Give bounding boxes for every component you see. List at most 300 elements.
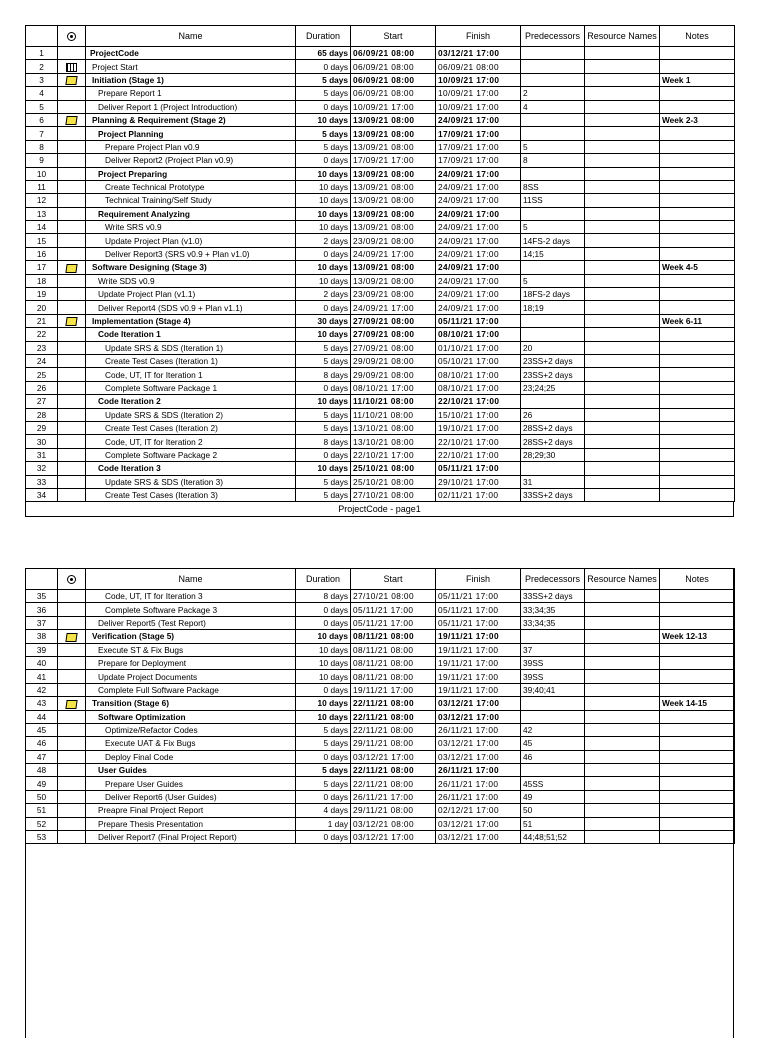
duration-cell[interactable]: 1 day [296, 817, 351, 830]
notes-cell[interactable] [660, 643, 735, 656]
start-date-cell[interactable]: 06/09/21 08:00 [351, 87, 436, 100]
finish-date-cell[interactable]: 24/09/21 17:00 [436, 234, 521, 247]
resource-names-cell[interactable] [585, 180, 660, 193]
finish-date-cell[interactable]: 05/11/21 17:00 [436, 314, 521, 327]
predecessors-cell[interactable]: 28SS+2 days [521, 421, 585, 434]
indicator-cell[interactable] [58, 127, 86, 140]
task-name-cell[interactable]: Update Project Plan (v1.1) [86, 288, 296, 301]
start-date-cell[interactable]: 25/10/21 08:00 [351, 475, 436, 488]
finish-date-cell[interactable]: 19/11/21 17:00 [436, 656, 521, 669]
finish-date-cell[interactable]: 03/12/21 17:00 [436, 697, 521, 710]
duration-cell[interactable]: 0 days [296, 683, 351, 696]
table-row[interactable] [26, 670, 735, 683]
note-icon[interactable] [65, 700, 77, 709]
finish-date-cell[interactable]: 08/10/21 17:00 [436, 368, 521, 381]
indicator-cell[interactable] [58, 790, 86, 803]
column-header-indicators[interactable] [58, 569, 86, 590]
table-row[interactable] [26, 723, 735, 736]
indicator-cell[interactable] [58, 328, 86, 341]
table-row[interactable] [26, 831, 735, 844]
indicator-cell[interactable] [58, 590, 86, 603]
indicator-cell[interactable] [58, 723, 86, 736]
table-row[interactable] [26, 368, 735, 381]
finish-date-cell[interactable]: 24/09/21 17:00 [436, 113, 521, 126]
resource-names-cell[interactable] [585, 764, 660, 777]
indicator-cell[interactable] [58, 113, 86, 126]
task-name-cell[interactable]: Code, UT, IT for Iteration 1 [86, 368, 296, 381]
start-date-cell[interactable]: 13/09/21 08:00 [351, 113, 436, 126]
duration-cell[interactable]: 5 days [296, 488, 351, 501]
resource-names-cell[interactable] [585, 395, 660, 408]
duration-cell[interactable]: 8 days [296, 435, 351, 448]
finish-date-cell[interactable]: 22/10/21 17:00 [436, 435, 521, 448]
resource-names-cell[interactable] [585, 817, 660, 830]
resource-names-cell[interactable] [585, 656, 660, 669]
predecessors-cell[interactable]: 33;34;35 [521, 616, 585, 629]
notes-cell[interactable] [660, 194, 735, 207]
resource-names-cell[interactable] [585, 421, 660, 434]
resource-names-cell[interactable] [585, 831, 660, 844]
predecessors-cell[interactable]: 50 [521, 804, 585, 817]
task-id-cell[interactable]: 1 [26, 47, 58, 60]
predecessors-cell[interactable]: 51 [521, 817, 585, 830]
task-id-cell[interactable]: 18 [26, 274, 58, 287]
task-name-cell[interactable]: Create Technical Prototype [86, 180, 296, 193]
resource-names-cell[interactable] [585, 127, 660, 140]
task-id-cell[interactable]: 9 [26, 154, 58, 167]
start-date-cell[interactable]: 13/09/21 08:00 [351, 274, 436, 287]
finish-date-cell[interactable]: 24/09/21 17:00 [436, 274, 521, 287]
resource-names-cell[interactable] [585, 87, 660, 100]
task-name-cell[interactable]: Project Start [86, 60, 296, 73]
task-name-cell[interactable]: Deliver Report7 (Final Project Report) [86, 831, 296, 844]
duration-cell[interactable]: 10 days [296, 113, 351, 126]
task-name-cell[interactable]: Optimize/Refactor Codes [86, 723, 296, 736]
indicator-cell[interactable] [58, 462, 86, 475]
predecessors-cell[interactable]: 18FS-2 days [521, 288, 585, 301]
resource-names-cell[interactable] [585, 777, 660, 790]
task-id-cell[interactable]: 37 [26, 616, 58, 629]
finish-date-cell[interactable]: 24/09/21 17:00 [436, 247, 521, 260]
start-date-cell[interactable]: 11/10/21 08:00 [351, 395, 436, 408]
predecessors-cell[interactable]: 26 [521, 408, 585, 421]
task-id-cell[interactable]: 25 [26, 368, 58, 381]
resource-names-cell[interactable] [585, 381, 660, 394]
task-id-cell[interactable]: 5 [26, 100, 58, 113]
notes-cell[interactable] [660, 47, 735, 60]
indicator-cell[interactable] [58, 764, 86, 777]
task-name-cell[interactable]: Update SRS & SDS (Iteration 3) [86, 475, 296, 488]
indicator-cell[interactable] [58, 408, 86, 421]
notes-cell[interactable] [660, 475, 735, 488]
indicator-cell[interactable] [58, 656, 86, 669]
predecessors-cell[interactable]: 33SS+2 days [521, 590, 585, 603]
task-id-cell[interactable]: 28 [26, 408, 58, 421]
notes-cell[interactable] [660, 817, 735, 830]
resource-names-cell[interactable] [585, 274, 660, 287]
task-id-cell[interactable]: 13 [26, 207, 58, 220]
finish-date-cell[interactable]: 03/12/21 17:00 [436, 817, 521, 830]
task-id-cell[interactable]: 35 [26, 590, 58, 603]
duration-cell[interactable]: 10 days [296, 395, 351, 408]
resource-names-cell[interactable] [585, 697, 660, 710]
notes-cell[interactable]: Week 4-5 [660, 261, 735, 274]
resource-names-cell[interactable] [585, 221, 660, 234]
start-date-cell[interactable]: 06/09/21 08:00 [351, 60, 436, 73]
predecessors-cell[interactable]: 5 [521, 274, 585, 287]
column-header-finish[interactable]: Finish [436, 26, 521, 47]
task-name-cell[interactable]: Deliver Report4 (SDS v0.9 + Plan v1.1) [86, 301, 296, 314]
notes-cell[interactable] [660, 790, 735, 803]
duration-cell[interactable]: 30 days [296, 314, 351, 327]
task-id-cell[interactable]: 14 [26, 221, 58, 234]
duration-cell[interactable]: 10 days [296, 194, 351, 207]
resource-names-cell[interactable] [585, 462, 660, 475]
resource-names-cell[interactable] [585, 234, 660, 247]
task-name-cell[interactable]: Code Iteration 1 [86, 328, 296, 341]
start-date-cell[interactable]: 13/09/21 08:00 [351, 221, 436, 234]
resource-names-cell[interactable] [585, 435, 660, 448]
start-date-cell[interactable]: 29/11/21 08:00 [351, 737, 436, 750]
notes-cell[interactable]: Week 1 [660, 73, 735, 86]
indicator-cell[interactable] [58, 341, 86, 354]
notes-cell[interactable] [660, 488, 735, 501]
task-name-cell[interactable]: Create Test Cases (Iteration 2) [86, 421, 296, 434]
notes-cell[interactable] [660, 462, 735, 475]
indicator-cell[interactable] [58, 643, 86, 656]
notes-cell[interactable] [660, 764, 735, 777]
indicator-cell[interactable] [58, 683, 86, 696]
resource-names-cell[interactable] [585, 314, 660, 327]
indicator-cell[interactable] [58, 274, 86, 287]
duration-cell[interactable]: 10 days [296, 656, 351, 669]
start-date-cell[interactable]: 03/12/21 17:00 [351, 750, 436, 763]
column-header-start[interactable]: Start [351, 569, 436, 590]
start-date-cell[interactable]: 25/10/21 08:00 [351, 462, 436, 475]
predecessors-cell[interactable]: 8 [521, 154, 585, 167]
start-date-cell[interactable]: 13/09/21 08:00 [351, 167, 436, 180]
duration-cell[interactable]: 5 days [296, 723, 351, 736]
duration-cell[interactable]: 0 days [296, 616, 351, 629]
predecessors-cell[interactable] [521, 710, 585, 723]
resource-names-cell[interactable] [585, 247, 660, 260]
table-row[interactable] [26, 180, 735, 193]
duration-cell[interactable]: 0 days [296, 301, 351, 314]
column-header-name[interactable]: Name [86, 569, 296, 590]
table-row[interactable] [26, 817, 735, 830]
indicator-cell[interactable] [58, 73, 86, 86]
column-header-finish[interactable]: Finish [436, 569, 521, 590]
resource-names-cell[interactable] [585, 475, 660, 488]
indicator-cell[interactable] [58, 247, 86, 260]
duration-cell[interactable]: 0 days [296, 100, 351, 113]
duration-cell[interactable]: 2 days [296, 288, 351, 301]
finish-date-cell[interactable]: 19/11/21 17:00 [436, 683, 521, 696]
indicator-cell[interactable] [58, 817, 86, 830]
notes-cell[interactable] [660, 804, 735, 817]
finish-date-cell[interactable]: 24/09/21 17:00 [436, 301, 521, 314]
predecessors-cell[interactable]: 31 [521, 475, 585, 488]
table-row[interactable] [26, 643, 735, 656]
task-name-cell[interactable]: Project Preparing [86, 167, 296, 180]
task-id-cell[interactable]: 34 [26, 488, 58, 501]
task-name-cell[interactable]: Complete Software Package 1 [86, 381, 296, 394]
predecessors-cell[interactable] [521, 127, 585, 140]
predecessors-cell[interactable]: 14;15 [521, 247, 585, 260]
finish-date-cell[interactable]: 26/11/21 17:00 [436, 777, 521, 790]
table-row[interactable] [26, 737, 735, 750]
notes-cell[interactable] [660, 274, 735, 287]
predecessors-cell[interactable] [521, 47, 585, 60]
notes-cell[interactable] [660, 154, 735, 167]
notes-cell[interactable]: Week 6-11 [660, 314, 735, 327]
start-date-cell[interactable]: 22/11/21 08:00 [351, 710, 436, 723]
resource-names-cell[interactable] [585, 288, 660, 301]
resource-names-cell[interactable] [585, 448, 660, 461]
column-header-resource-names[interactable]: Resource Names [585, 26, 660, 47]
task-name-cell[interactable]: Project Planning [86, 127, 296, 140]
duration-cell[interactable]: 5 days [296, 764, 351, 777]
resource-names-cell[interactable] [585, 194, 660, 207]
table-row[interactable] [26, 328, 735, 341]
note-icon[interactable] [65, 317, 77, 326]
notes-cell[interactable] [660, 381, 735, 394]
task-name-cell[interactable]: Deliver Report5 (Test Report) [86, 616, 296, 629]
finish-date-cell[interactable]: 03/12/21 17:00 [436, 831, 521, 844]
notes-cell[interactable] [660, 234, 735, 247]
notes-cell[interactable] [660, 408, 735, 421]
task-name-cell[interactable]: Code, UT, IT for Iteration 3 [86, 590, 296, 603]
column-header-predecessors[interactable]: Predecessors [521, 569, 585, 590]
predecessors-cell[interactable]: 8SS [521, 180, 585, 193]
table-row[interactable] [26, 710, 735, 723]
task-name-cell[interactable]: Prepare Report 1 [86, 87, 296, 100]
task-name-cell[interactable]: Deliver Report6 (User Guides) [86, 790, 296, 803]
task-id-cell[interactable]: 38 [26, 630, 58, 643]
task-name-cell[interactable]: Deliver Report3 (SRS v0.9 + Plan v1.0) [86, 247, 296, 260]
task-id-cell[interactable]: 31 [26, 448, 58, 461]
start-date-cell[interactable]: 19/11/21 17:00 [351, 683, 436, 696]
finish-date-cell[interactable]: 24/09/21 17:00 [436, 180, 521, 193]
start-date-cell[interactable]: 06/09/21 08:00 [351, 47, 436, 60]
resource-names-cell[interactable] [585, 737, 660, 750]
notes-cell[interactable] [660, 395, 735, 408]
resource-names-cell[interactable] [585, 261, 660, 274]
duration-cell[interactable]: 10 days [296, 328, 351, 341]
duration-cell[interactable]: 5 days [296, 140, 351, 153]
notes-cell[interactable] [660, 616, 735, 629]
notes-cell[interactable] [660, 750, 735, 763]
start-date-cell[interactable]: 13/09/21 08:00 [351, 140, 436, 153]
notes-cell[interactable] [660, 167, 735, 180]
table-row[interactable] [26, 127, 735, 140]
duration-cell[interactable]: 0 days [296, 603, 351, 616]
indicator-cell[interactable] [58, 616, 86, 629]
duration-cell[interactable]: 10 days [296, 630, 351, 643]
task-name-cell[interactable]: Complete Full Software Package [86, 683, 296, 696]
notes-cell[interactable]: Week 12-13 [660, 630, 735, 643]
table-row[interactable] [26, 435, 735, 448]
start-date-cell[interactable]: 27/10/21 08:00 [351, 590, 436, 603]
notes-cell[interactable] [660, 207, 735, 220]
task-name-cell[interactable]: Write SDS v0.9 [86, 274, 296, 287]
indicator-cell[interactable] [58, 167, 86, 180]
notes-cell[interactable] [660, 435, 735, 448]
finish-date-cell[interactable]: 19/11/21 17:00 [436, 643, 521, 656]
duration-cell[interactable]: 5 days [296, 777, 351, 790]
indicator-cell[interactable] [58, 234, 86, 247]
start-date-cell[interactable]: 08/11/21 08:00 [351, 630, 436, 643]
task-name-cell[interactable]: ProjectCode [86, 47, 296, 60]
duration-cell[interactable]: 10 days [296, 274, 351, 287]
indicator-cell[interactable] [58, 750, 86, 763]
notes-cell[interactable] [660, 723, 735, 736]
task-id-cell[interactable]: 3 [26, 73, 58, 86]
start-date-cell[interactable]: 23/09/21 08:00 [351, 288, 436, 301]
task-name-cell[interactable]: Prepare Project Plan v0.9 [86, 140, 296, 153]
duration-cell[interactable]: 10 days [296, 710, 351, 723]
start-date-cell[interactable]: 22/11/21 08:00 [351, 723, 436, 736]
task-name-cell[interactable]: Complete Software Package 3 [86, 603, 296, 616]
resource-names-cell[interactable] [585, 328, 660, 341]
table-row[interactable] [26, 261, 735, 274]
table-row[interactable] [26, 60, 735, 73]
resource-names-cell[interactable] [585, 616, 660, 629]
column-header-notes[interactable]: Notes [660, 26, 735, 47]
start-date-cell[interactable]: 23/09/21 08:00 [351, 234, 436, 247]
start-date-cell[interactable]: 08/11/21 08:00 [351, 670, 436, 683]
resource-names-cell[interactable] [585, 47, 660, 60]
task-name-cell[interactable]: Technical Training/Self Study [86, 194, 296, 207]
finish-date-cell[interactable]: 26/11/21 17:00 [436, 723, 521, 736]
indicator-cell[interactable] [58, 207, 86, 220]
predecessors-cell[interactable]: 18;19 [521, 301, 585, 314]
finish-date-cell[interactable]: 05/11/21 17:00 [436, 462, 521, 475]
task-id-cell[interactable]: 21 [26, 314, 58, 327]
indicator-cell[interactable] [58, 261, 86, 274]
task-id-cell[interactable]: 41 [26, 670, 58, 683]
duration-cell[interactable]: 10 days [296, 697, 351, 710]
task-id-cell[interactable]: 16 [26, 247, 58, 260]
task-id-cell[interactable]: 47 [26, 750, 58, 763]
predecessors-cell[interactable]: 23SS+2 days [521, 368, 585, 381]
notes-cell[interactable] [660, 328, 735, 341]
finish-date-cell[interactable]: 17/09/21 17:00 [436, 154, 521, 167]
table-row[interactable] [26, 448, 735, 461]
predecessors-cell[interactable] [521, 113, 585, 126]
finish-date-cell[interactable]: 05/11/21 17:00 [436, 590, 521, 603]
predecessors-cell[interactable]: 23SS+2 days [521, 354, 585, 367]
predecessors-cell[interactable]: 5 [521, 140, 585, 153]
task-id-cell[interactable]: 22 [26, 328, 58, 341]
predecessors-cell[interactable]: 46 [521, 750, 585, 763]
task-name-cell[interactable]: Code Iteration 2 [86, 395, 296, 408]
resource-names-cell[interactable] [585, 60, 660, 73]
table-row[interactable] [26, 274, 735, 287]
task-id-cell[interactable]: 10 [26, 167, 58, 180]
task-id-cell[interactable]: 23 [26, 341, 58, 354]
predecessors-cell[interactable] [521, 328, 585, 341]
indicator-cell[interactable] [58, 194, 86, 207]
predecessors-cell[interactable]: 20 [521, 341, 585, 354]
start-date-cell[interactable]: 08/11/21 08:00 [351, 656, 436, 669]
task-name-cell[interactable]: Update Project Documents [86, 670, 296, 683]
notes-cell[interactable]: Week 14-15 [660, 697, 735, 710]
task-id-cell[interactable]: 19 [26, 288, 58, 301]
duration-cell[interactable]: 5 days [296, 127, 351, 140]
finish-date-cell[interactable]: 02/12/21 17:00 [436, 804, 521, 817]
notes-cell[interactable] [660, 180, 735, 193]
table-row[interactable] [26, 408, 735, 421]
predecessors-cell[interactable]: 39SS [521, 656, 585, 669]
notes-cell[interactable] [660, 354, 735, 367]
table-row[interactable] [26, 630, 735, 643]
task-id-cell[interactable]: 36 [26, 603, 58, 616]
finish-date-cell[interactable]: 26/11/21 17:00 [436, 764, 521, 777]
finish-date-cell[interactable]: 10/09/21 17:00 [436, 87, 521, 100]
indicator-cell[interactable] [58, 804, 86, 817]
table-row[interactable] [26, 750, 735, 763]
start-date-cell[interactable]: 08/10/21 17:00 [351, 381, 436, 394]
table-row[interactable] [26, 154, 735, 167]
table-row[interactable] [26, 354, 735, 367]
resource-names-cell[interactable] [585, 368, 660, 381]
resource-names-cell[interactable] [585, 140, 660, 153]
resource-names-cell[interactable] [585, 590, 660, 603]
task-id-cell[interactable]: 12 [26, 194, 58, 207]
predecessors-cell[interactable]: 28;29;30 [521, 448, 585, 461]
resource-names-cell[interactable] [585, 408, 660, 421]
indicator-cell[interactable] [58, 368, 86, 381]
start-date-cell[interactable]: 27/09/21 08:00 [351, 341, 436, 354]
start-date-cell[interactable]: 29/09/21 08:00 [351, 368, 436, 381]
table-row[interactable] [26, 656, 735, 669]
indicator-cell[interactable] [58, 221, 86, 234]
start-date-cell[interactable]: 27/10/21 08:00 [351, 488, 436, 501]
table-row[interactable] [26, 777, 735, 790]
indicator-cell[interactable] [58, 435, 86, 448]
resource-names-cell[interactable] [585, 643, 660, 656]
task-id-cell[interactable]: 50 [26, 790, 58, 803]
notes-cell[interactable] [660, 127, 735, 140]
indicator-cell[interactable] [58, 831, 86, 844]
duration-cell[interactable]: 0 days [296, 60, 351, 73]
finish-date-cell[interactable]: 19/11/21 17:00 [436, 630, 521, 643]
indicator-cell[interactable] [58, 60, 86, 73]
indicator-cell[interactable] [58, 301, 86, 314]
task-name-cell[interactable]: Prepare User Guides [86, 777, 296, 790]
start-date-cell[interactable]: 13/09/21 08:00 [351, 261, 436, 274]
task-id-cell[interactable]: 30 [26, 435, 58, 448]
task-name-cell[interactable]: Preapre Final Project Report [86, 804, 296, 817]
finish-date-cell[interactable]: 17/09/21 17:00 [436, 140, 521, 153]
table-row[interactable] [26, 683, 735, 696]
predecessors-cell[interactable]: 4 [521, 100, 585, 113]
resource-names-cell[interactable] [585, 113, 660, 126]
predecessors-cell[interactable]: 33SS+2 days [521, 488, 585, 501]
table-row[interactable] [26, 462, 735, 475]
start-date-cell[interactable]: 06/09/21 08:00 [351, 73, 436, 86]
task-id-cell[interactable]: 24 [26, 354, 58, 367]
notes-cell[interactable] [660, 87, 735, 100]
task-id-cell[interactable]: 39 [26, 643, 58, 656]
start-date-cell[interactable]: 24/09/21 17:00 [351, 301, 436, 314]
duration-cell[interactable]: 8 days [296, 590, 351, 603]
finish-date-cell[interactable]: 24/09/21 17:00 [436, 207, 521, 220]
notes-cell[interactable] [660, 301, 735, 314]
notes-cell[interactable] [660, 683, 735, 696]
table-row[interactable] [26, 804, 735, 817]
